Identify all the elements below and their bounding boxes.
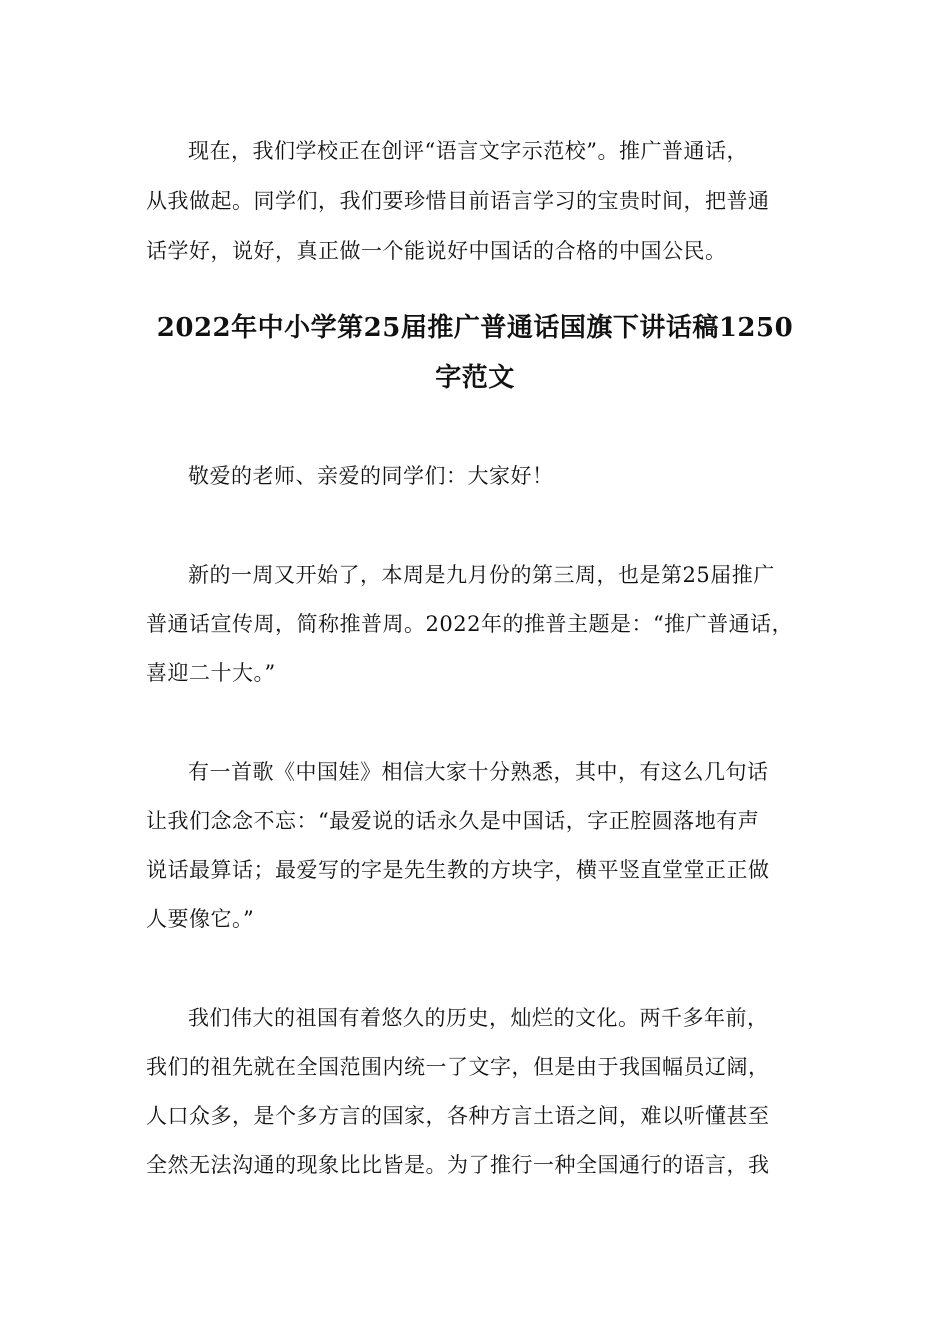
intro-line-1: 现在，我们学校正在创评“语言文字示范校”。推广普通话， bbox=[188, 139, 748, 163]
intro-line-2: 从我做起。同学们，我们要珍惜目前语言学习的宝贵时间，把普通 bbox=[146, 189, 770, 213]
intro-line-3: 话学好，说好，真正做一个能说好中国话的合格的中国公民。 bbox=[146, 239, 727, 263]
paragraph-3-line-4: 全然无法沟通的现象比比皆是。为了推行一种全国通行的语言，我 bbox=[146, 1153, 770, 1177]
greeting-line: 敬爱的老师、亲爱的同学们：大家好！ bbox=[188, 464, 554, 488]
paragraph-2-line-1: 有一首歌《中国娃》相信大家十分熟悉，其中，有这么几句话 bbox=[188, 760, 769, 784]
paragraph-1-line-3: 喜迎二十大。” bbox=[146, 661, 276, 685]
paragraph-3-line-3: 人口众多，是个多方言的国家，各种方言土语之间，难以听懂甚至 bbox=[146, 1104, 770, 1128]
document-title-line-1: 2022年中小学第25届推广普通话国旗下讲话稿1250 bbox=[156, 313, 794, 343]
paragraph-2-line-4: 人要像它。” bbox=[146, 907, 255, 931]
paragraph-3-line-1: 我们伟大的祖国有着悠久的历史，灿烂的文化。两千多年前， bbox=[188, 1006, 769, 1030]
paragraph-2-line-3: 说话最算话；最爱写的字是先生教的方块字，横平竖直堂堂正正做 bbox=[146, 858, 770, 882]
document-title-line-2: 字范文 bbox=[435, 363, 515, 393]
paragraph-3-line-2: 我们的祖先就在全国范围内统一了文字，但是由于我国幅员辽阔， bbox=[146, 1055, 770, 1079]
paragraph-2-line-2: 让我们念念不忘：“最爱说的话永久是中国话，字正腔圆落地有声 bbox=[146, 809, 760, 833]
paragraph-1-line-2: 普通话宣传周，简称推普周。2022年的推普主题是：“推广普通话， bbox=[146, 612, 794, 636]
paragraph-1-line-1: 新的一周又开始了，本周是九月份的第三周，也是第25届推广 bbox=[188, 563, 775, 587]
